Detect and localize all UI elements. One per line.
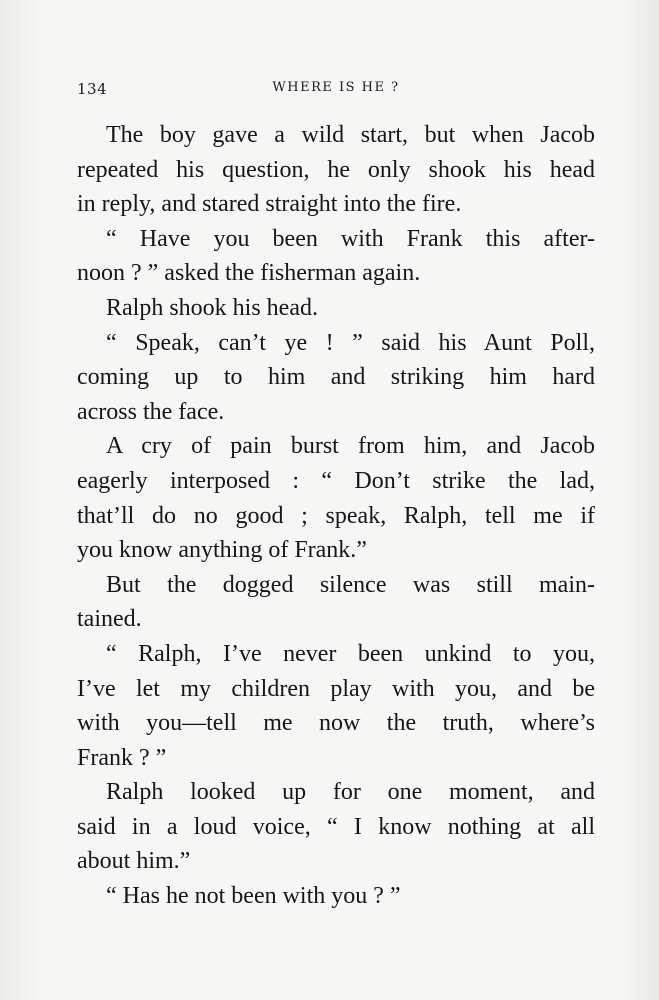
text-line: eagerly interposed : “ Don’t strike the lad,: [77, 467, 595, 494]
text-line: said in a loud voice, “ I know nothing at all: [77, 813, 595, 840]
text-line: repeated his question, he only shook his head: [77, 156, 595, 183]
text-line: Ralph looked up for one moment, and: [106, 779, 595, 806]
text-line: But the dogged silence was still main-: [106, 571, 595, 598]
text-line: noon ? ” asked the fisherman again.: [77, 260, 421, 287]
text-line: tained.: [77, 606, 142, 633]
text-line: Frank ? ”: [77, 744, 167, 771]
text-line: coming up to him and striking him hard: [77, 364, 595, 391]
text-line: about him.”: [77, 848, 191, 875]
text-line: “ Have you been with Frank this after-: [106, 225, 595, 252]
body-text: [77, 118, 595, 914]
text-line: across the face.: [77, 398, 225, 425]
text-line: Ralph shook his head.: [106, 294, 318, 321]
text-line: with you—tell me now the truth, where’s: [77, 710, 595, 737]
text-line: I’ve let my children play with you, and be: [77, 675, 595, 702]
text-line: “ Has he not been with you ? ”: [106, 883, 401, 910]
page-number: 134: [77, 80, 108, 98]
running-title: WHERE IS HE ?: [272, 80, 400, 95]
text-line: that’ll do no good ; speak, Ralph, tell me if: [77, 502, 595, 529]
text-line: you know anything of Frank.”: [77, 537, 367, 564]
page-header: [77, 80, 595, 100]
text-line: A cry of pain burst from him, and Jacob: [106, 433, 595, 460]
text-line: in reply, and stared straight into the fire.: [77, 191, 462, 218]
text-line: The boy gave a wild start, but when Jacob: [106, 122, 595, 148]
text-line: “ Speak, can’t ye ! ” said his Aunt Poll,: [106, 329, 595, 356]
text-line: “ Ralph, I’ve never been unkind to you,: [106, 640, 595, 667]
